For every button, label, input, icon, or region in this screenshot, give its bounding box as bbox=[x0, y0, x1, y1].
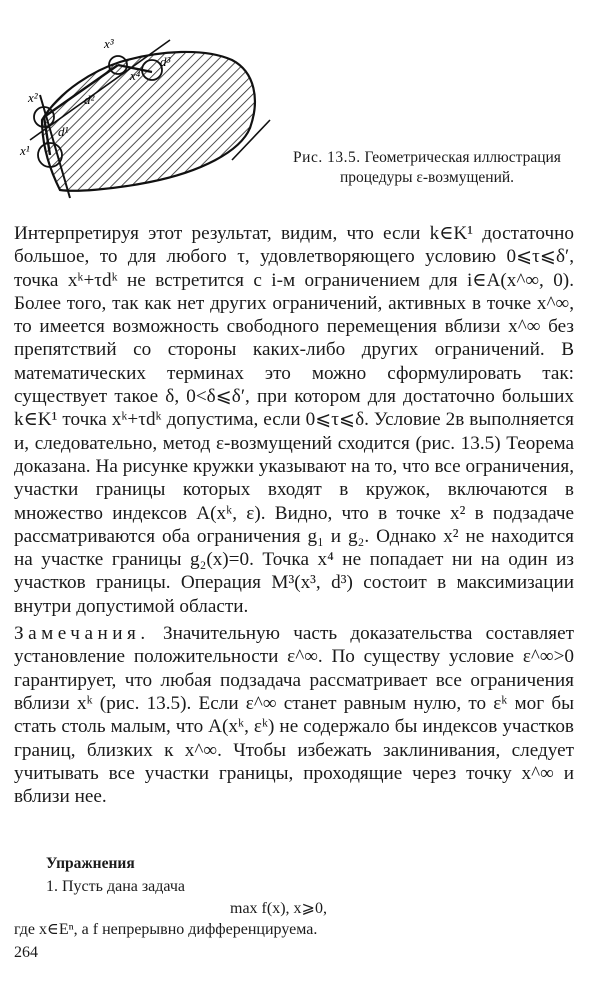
exercise-1-continued: где x∈Eⁿ, а f непрерывно дифференцируема. bbox=[14, 921, 318, 938]
label-x3: x³ bbox=[104, 36, 114, 51]
caption-text: Геометрическая иллюстрация процедуры ε-возмущений. bbox=[339, 149, 561, 186]
remark-text: Значительную часть доказательства составляет установление положительности ε^∞. По существу условие ε^∞>0 гарантирует, что любая подзадача рассматривает все ограничения вблизи xᵏ (рис. 13.5). Если ε^∞ станет равным нулю, то εᵏ мог бы стать столь малым, что A(xᵏ, εᵏ) не содержало бы индексов участков границ, близких к x^∞. Чтобы избежать заклинивания, следует учитывать все участки границы, проходящие через точку x^∞ и вблизи нее. bbox=[14, 623, 575, 808]
page-number: 264 bbox=[14, 944, 38, 961]
label-x4: x⁴ bbox=[130, 68, 141, 83]
remark-heading: Замечания. bbox=[14, 623, 150, 645]
label-x2: x² bbox=[28, 90, 38, 105]
label-d3: d³ bbox=[160, 54, 171, 69]
label-x1: x¹ bbox=[20, 143, 30, 158]
label-d2: d² bbox=[84, 92, 95, 107]
figure-caption bbox=[282, 148, 572, 188]
caption-label: Рис. 13.5. bbox=[293, 149, 361, 166]
exercises-heading: Упражнения bbox=[46, 855, 135, 872]
paragraph-remark bbox=[14, 622, 574, 808]
main-text bbox=[14, 222, 574, 808]
feasible-region bbox=[42, 52, 255, 191]
figure-13-5 bbox=[0, 0, 290, 200]
exercise-1: 1. Пусть дана задача bbox=[46, 878, 186, 895]
exercise-1-formula: max f(x), x⩾0, bbox=[230, 900, 327, 917]
label-d1: d¹ bbox=[58, 124, 69, 139]
paragraph-proof: Интерпретируя этот результат, видим, что если k∈K¹ достаточно большое, то для любого τ, удовлетворяющего условию 0⩽τ⩽δ′, точка xᵏ+τdᵏ не встретится с i-м ограничением для i∈A(x^∞, 0). Более того, так как нет других ограничений, активных в точке x^∞, то имеется возможность свободного перемещения вблизи x^∞ без препятствий со стороны каких-либо других ограничений. В математических терминах это можно сформулировать так: существует такое δ, 0<δ⩽δ′, при котором для достаточно больших k∈K¹ точка xᵏ+τdᵏ допустима, если 0⩽τ⩽δ. Условие 2в выполняется и, следовательно, метод ε-возмущений сходится (рис. 13.5) Теорема доказана. На рисунке кружки указывают на то, что все ограничения, участки границы которых входят в кружок, включаются в множество индексов A(xᵏ, ε). Видно, что в точке x² в подзадаче рассматриваются оба ограничения g₁ и g₂. Однако x² не находится на участке границы g₂(x)=0. Точка x⁴ не попадает ни на один из участков границы. Операция M³(x³, d³) состоит в максимизации внутри допустимой области. bbox=[14, 223, 574, 617]
